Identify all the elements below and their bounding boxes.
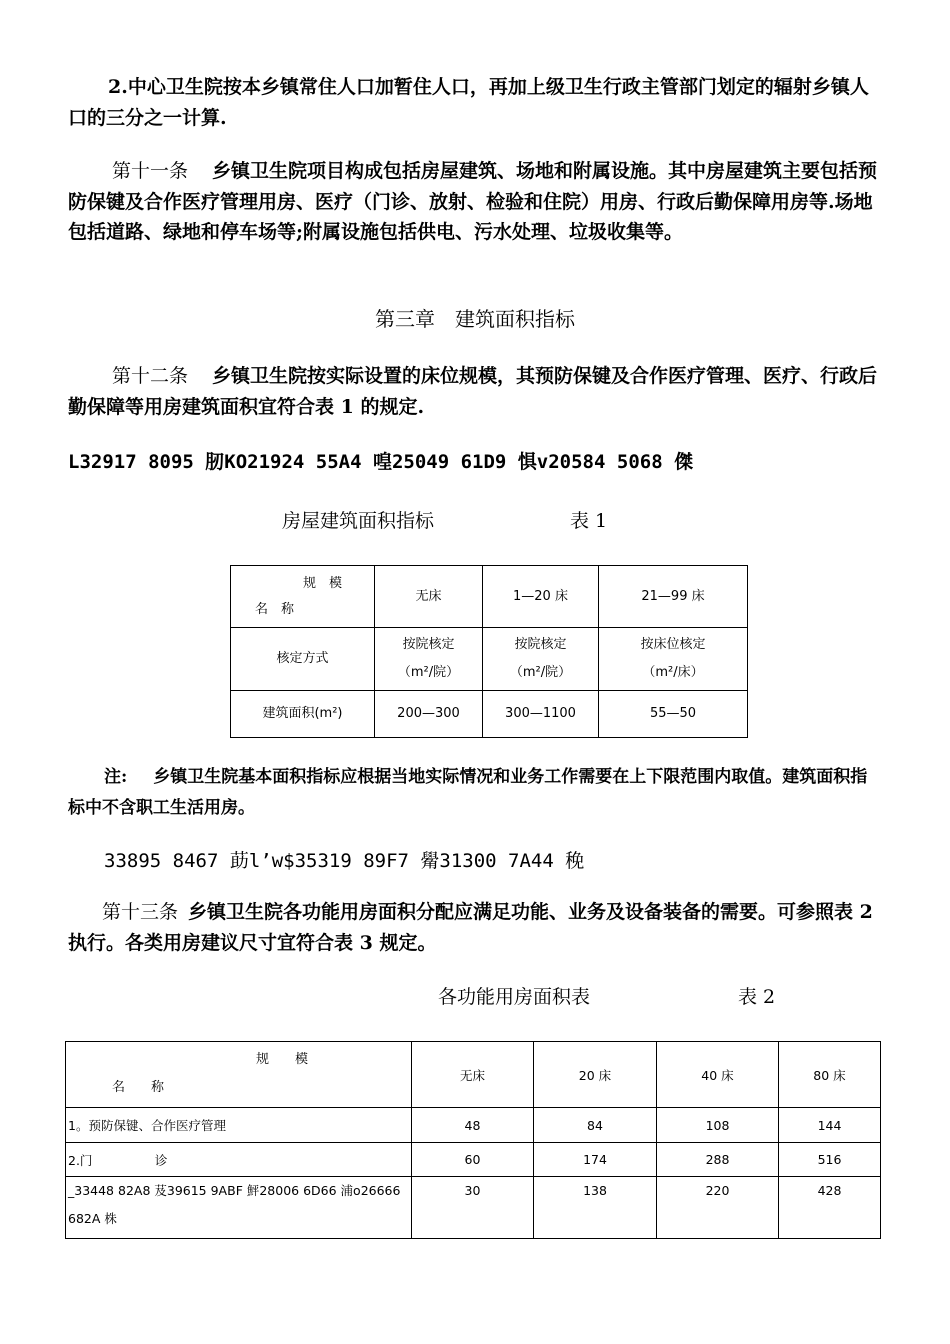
table2-cell: 108: [657, 1108, 779, 1143]
cell-line: （m²/院）: [397, 665, 460, 680]
cell-line: 按院核定: [514, 637, 567, 652]
table2-cell: 428: [779, 1177, 881, 1239]
cell-line: 按床位核定: [640, 637, 706, 652]
table2-cell: 516: [779, 1143, 881, 1177]
article-13-body: 乡镇卫生院各功能用房面积分配应满足功能、业务及设备装备的需要。可参照表 2 执行。各类用房建议尺寸宜符合表 3 规定。: [68, 901, 873, 954]
table2-col-0: 无床: [412, 1042, 534, 1108]
table1-label: 表 1: [570, 510, 608, 532]
cell-line: （m²/床）: [642, 665, 704, 680]
table2-cell: 30: [412, 1177, 534, 1239]
table1-col-0: 无床: [375, 566, 483, 628]
article-11-body: 乡镇卫生院项目构成包括房屋建筑、场地和附属设施。其中房屋建筑主要包括预防保键及合作医疗管理用房、医疗（门诊、放射、检验和住院）用房、行政后勤保障用房等.场地包括道路、绿地和停车场等;附属设施包括供电、污水处理、垃圾收集等。: [68, 160, 878, 243]
table1-row2-cell: 55—50: [599, 691, 748, 738]
table2-cell: 174: [534, 1143, 657, 1177]
table2-cell: 220: [657, 1177, 779, 1239]
table1-header-top: 规 模: [303, 576, 343, 591]
table2-row-name: 1。预防保键、合作医疗管理: [66, 1108, 412, 1143]
table2-col-1: 20 床: [534, 1042, 657, 1108]
paragraph-1-text: 2.中心卫生院按本乡镇常住人口加暂住人口，再加上级卫生行政主管部门划定的辐射乡镇人口的三分之一计算.: [68, 76, 869, 129]
article-12-body: 乡镇卫生院按实际设置的床位规模，其预防保键及合作医疗管理、医疗、行政后勤保障等用房建筑面积宜符合表 1 的规定.: [68, 365, 878, 418]
table1-caption: 房屋建筑面积指标: [282, 510, 435, 532]
table1-row2-cell: 200—300: [375, 691, 483, 738]
table1-row2-label: 建筑面积(m²): [231, 691, 375, 738]
table1-note: [68, 762, 884, 823]
table2-cell: 288: [657, 1143, 779, 1177]
article-11: [68, 156, 884, 248]
cell-line: （m²/院）: [509, 665, 572, 680]
table-1: [230, 565, 748, 738]
table1-row1-cell: [483, 628, 599, 691]
article-11-heading: 第十一条: [112, 160, 189, 182]
garbled-line-1: L32917 8095 肕KO21924 55A4 喤25049 61D9 惧v20584 5068 傑: [68, 451, 694, 473]
article-12-heading: 第十二条: [112, 365, 189, 387]
article-13: [68, 897, 884, 958]
article-12: [68, 361, 884, 422]
note-body: 乡镇卫生院基本面积指标应根据当地实际情况和业务工作需要在上下限范围内取值。建筑面积指标中不含职工生活用房。: [68, 767, 868, 818]
table1-row1-cell: [375, 628, 483, 691]
table1-row1-label: 核定方式: [231, 628, 375, 691]
table1-header-bottom: 名 称: [255, 602, 295, 617]
cell-line: 按院核定: [402, 637, 455, 652]
note-label: 注:: [104, 767, 128, 787]
paragraph-1: [68, 72, 884, 133]
table1-col-1: 1—20 床: [483, 566, 599, 628]
table2-cell: 48: [412, 1108, 534, 1143]
table2-cell: 138: [534, 1177, 657, 1239]
table2-cell: 60: [412, 1143, 534, 1177]
chapter-heading: 第三章 建筑面积指标: [375, 307, 575, 331]
table1-row2-cell: 300—1100: [483, 691, 599, 738]
table2-col-3: 80 床: [779, 1042, 881, 1108]
table2-row-name: _33448 82A8 芨39615 9ABF 鮃28006 6D66 浦o26666 682A 株: [66, 1177, 412, 1239]
table2-cell: 84: [534, 1108, 657, 1143]
article-13-heading: 第十三条: [102, 901, 179, 923]
garbled-line-2: 33895 8467 莇l’w$35319 89F7 觷31300 7A44 䅋: [104, 850, 585, 872]
table2-row-name: 2.门 诊: [66, 1143, 412, 1177]
table1-corner-header: [231, 566, 375, 628]
table2-col-2: 40 床: [657, 1042, 779, 1108]
table-2: [65, 1041, 881, 1239]
table1-col-2: 21—99 床: [599, 566, 748, 628]
table2-header-bottom: 名 称: [112, 1080, 165, 1095]
table2-caption: 各功能用房面积表: [438, 986, 591, 1008]
table2-header-top: 规 模: [256, 1052, 309, 1067]
table2-label: 表 2: [738, 986, 776, 1008]
table2-corner-header: [66, 1042, 412, 1108]
table2-cell: 144: [779, 1108, 881, 1143]
table1-row1-cell: [599, 628, 748, 691]
